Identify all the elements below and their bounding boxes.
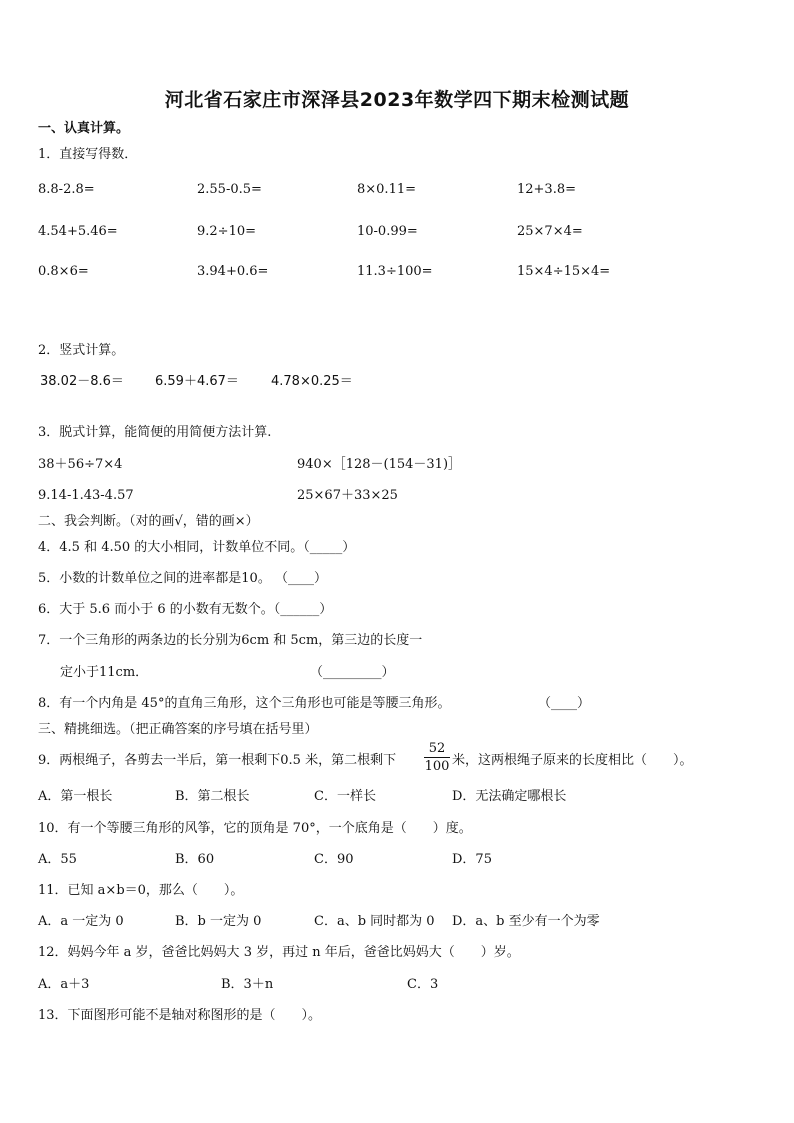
fraction-bar <box>424 757 450 758</box>
q12-option: A．a＋3 <box>38 977 90 992</box>
q1-item: 25×7×4= <box>517 224 583 239</box>
q10-option: D．75 <box>452 852 492 867</box>
question-5: 5．小数的计数单位之间的进率都是10。 （____） <box>38 571 327 586</box>
q1-item: 2.55-0.5= <box>197 182 262 197</box>
question-9-text-before: 9．两根绳子，各剪去一半后，第一根剩下0.5 米，第二根剩下 <box>38 753 397 768</box>
q1-item: 10-0.99= <box>357 224 418 239</box>
q9-option: D．无法确定哪根长 <box>452 789 567 804</box>
question-8-blank: （____） <box>538 696 591 711</box>
q12-option: B．3＋n <box>221 977 274 992</box>
q10-option: C．90 <box>314 852 354 867</box>
q11-option: B．b 一定为 0 <box>175 914 262 929</box>
q9-option: B．第二根长 <box>175 789 250 804</box>
q2-item: 38.02－8.6＝ <box>40 374 124 389</box>
question-7-blank: （_________） <box>310 665 395 680</box>
q9-option: A．第一根长 <box>38 789 113 804</box>
question-10: 10．有一个等腰三角形的风筝，它的顶角是 70°，一个底角是（ ）度。 <box>38 821 472 836</box>
q2-item: 4.78×0.25＝ <box>271 374 353 389</box>
q1-item: 4.54+5.46= <box>38 224 118 239</box>
question-13: 13．下面图形可能不是轴对称图形的是（ ）。 <box>38 1008 322 1023</box>
page-title: 河北省石家庄市深泽县2023年数学四下期末检测试题 <box>164 89 630 111</box>
question-6: 6．大于 5.6 而小于 6 的小数有无数个。（______） <box>38 602 333 617</box>
q10-option: B．60 <box>175 852 215 867</box>
question-4: 4．4.5 和 4.50 的大小相同，计数单位不同。（_____） <box>38 540 356 555</box>
question-1-label: 1．直接写得数． <box>38 147 138 162</box>
q1-item: 15×4÷15×4= <box>517 264 611 279</box>
section-heading-3: 三、精挑细选。（把正确答案的序号填在括号里） <box>38 722 318 737</box>
question-2-label: 2．竖式计算。 <box>38 343 125 358</box>
q1-item: 8.8-2.8= <box>38 182 95 197</box>
question-9-fraction <box>424 741 450 774</box>
question-7-line2: 定小于11cm． <box>60 665 149 680</box>
question-11: 11．已知 a×b＝0，那么（ ）。 <box>38 883 244 898</box>
q11-option: A．a 一定为 0 <box>38 914 124 929</box>
q3-item: 940×［128－(154－31)］ <box>297 457 462 472</box>
question-8: 8．有一个内角是 45°的直角三角形，这个三角形也可能是等腰三角形。 <box>38 696 451 711</box>
section-heading-1: 一、认真计算。 <box>38 121 130 136</box>
section-heading-2: 二、我会判断。（对的画√，错的画×） <box>38 514 259 529</box>
q11-option: D．a、b 至少有一个为零 <box>452 914 600 929</box>
q12-option: C．3 <box>407 977 439 992</box>
fraction-numerator: 52 <box>428 741 446 756</box>
q3-item: 38＋56÷7×4 <box>38 457 123 472</box>
question-3-label: 3．脱式计算，能简便的用简便方法计算. <box>38 425 272 440</box>
q3-item: 9.14-1.43-4.57 <box>38 488 134 503</box>
fraction-denominator: 100 <box>424 759 450 774</box>
q1-item: 12+3.8= <box>517 182 577 197</box>
q3-item: 25×67＋33×25 <box>297 488 398 503</box>
question-9-text-after: 米，这两根绳子原来的长度相比（ ）。 <box>452 753 693 768</box>
q1-item: 3.94+0.6= <box>197 264 269 279</box>
q1-item: 11.3÷100= <box>357 264 433 279</box>
question-12: 12．妈妈今年 a 岁，爸爸比妈妈大 3 岁，再过 n 年后，爸爸比妈妈大（ ）岁。 <box>38 945 520 960</box>
q2-item: 6.59＋4.67＝ <box>155 374 239 389</box>
q11-option: C．a、b 同时都为 0 <box>314 914 435 929</box>
q9-option: C．一样长 <box>314 789 376 804</box>
q1-item: 9.2÷10= <box>197 224 257 239</box>
q10-option: A．55 <box>38 852 77 867</box>
question-7-line1: 7．一个三角形的两条边的长分别为6cm 和 5cm，第三边的长度一 <box>38 633 423 648</box>
q1-item: 8×0.11= <box>357 182 417 197</box>
q1-item: 0.8×6= <box>38 264 89 279</box>
